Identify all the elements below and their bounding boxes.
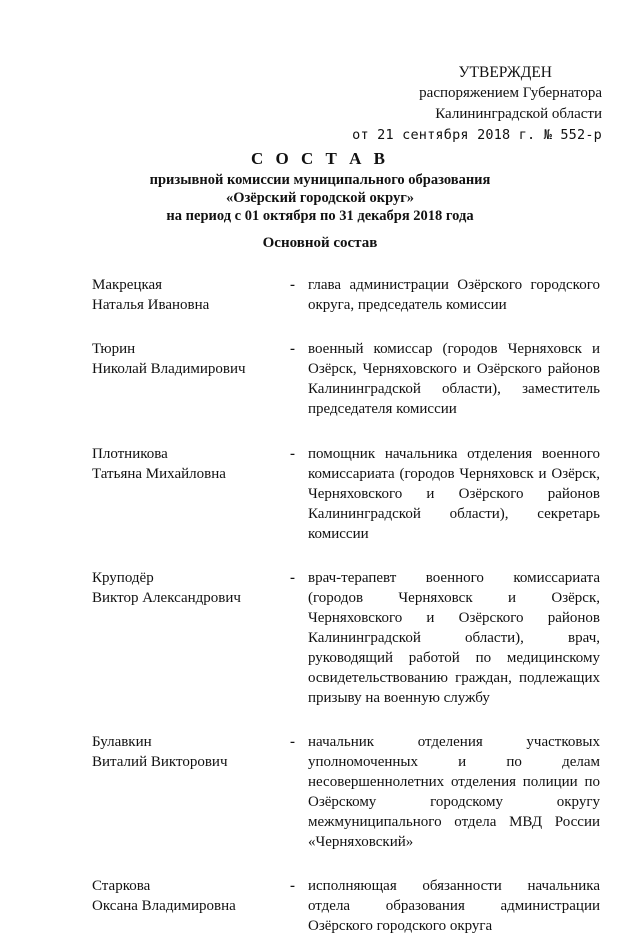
member-surname: Макрецкая bbox=[92, 277, 163, 293]
members-list bbox=[92, 275, 600, 936]
member-role: исполняющая обязанности начальника отдела образования администрации Озёрского городского округа bbox=[308, 878, 600, 934]
document-title-block bbox=[0, 150, 640, 225]
member-name bbox=[92, 339, 290, 379]
member-row bbox=[92, 732, 600, 852]
member-name bbox=[92, 568, 290, 608]
member-surname: Тюрин bbox=[92, 341, 136, 357]
member-row bbox=[92, 275, 600, 315]
order-date: от 21 сентября 2018 г. № 552-р bbox=[352, 127, 602, 143]
member-name bbox=[92, 732, 290, 772]
title-line-2: «Озёрский городской округ» bbox=[225, 190, 415, 206]
member-name bbox=[92, 444, 290, 484]
title-line-1: призывной комиссии муниципального образования bbox=[149, 172, 491, 188]
member-surname: Плотникова bbox=[92, 446, 168, 462]
member-row bbox=[92, 876, 600, 936]
title-line-3: на период с 01 октября по 31 декабря 2018 года bbox=[166, 208, 474, 224]
member-given-name: Оксана Владимировна bbox=[92, 898, 236, 914]
dash-separator: - bbox=[290, 446, 295, 462]
member-surname: Булавкин bbox=[92, 734, 152, 750]
member-given-name: Николай Владимирович bbox=[92, 361, 246, 377]
member-role: помощник начальника отделения военного комиссариата (городов Черняховск и Озёрск, Черняховского и Озёрского районов Калининградской области), секретарь комиссии bbox=[308, 446, 600, 542]
member-surname: Старкова bbox=[92, 878, 151, 894]
dash-separator: - bbox=[290, 570, 295, 586]
member-name bbox=[92, 275, 290, 315]
member-role: глава администрации Озёрского городского округа, председатель комиссии bbox=[308, 277, 600, 313]
approval-issuer-line1: распоряжением Губернатора bbox=[419, 85, 602, 101]
approval-issuer-line2: Калининградской области bbox=[435, 106, 602, 122]
member-name bbox=[92, 876, 290, 916]
dash-separator: - bbox=[290, 277, 295, 293]
dash-separator: - bbox=[290, 341, 295, 357]
member-row bbox=[92, 444, 600, 544]
member-given-name: Виталий Викторович bbox=[92, 754, 228, 770]
member-surname: Круподёр bbox=[92, 570, 154, 586]
member-given-name: Виктор Александрович bbox=[92, 590, 241, 606]
dash-separator: - bbox=[290, 734, 295, 750]
section-heading: Основной состав bbox=[262, 235, 378, 251]
member-given-name: Татьяна Михайловна bbox=[92, 466, 226, 482]
member-role: начальник отделения участковых уполномоченных и по делам несовершеннолетних отделения полиции по Озёрскому городскому округу межмуниципального отдела МВД России «Черняховский» bbox=[308, 734, 600, 850]
member-role: врач-терапевт военного комиссариата (городов Черняховск и Озёрск, Черняховского и Озёрского районов Калининградской области), врач, руководящий работой по медицинскому освидетельствованию граждан, подлежащих призыву на военную службу bbox=[308, 570, 600, 706]
approved-label: УТВЕРЖДЕН bbox=[458, 64, 552, 81]
document-title: С О С Т А В bbox=[251, 149, 389, 168]
member-given-name: Наталья Ивановна bbox=[92, 297, 210, 313]
member-row bbox=[92, 339, 600, 419]
member-role: военный комиссар (городов Черняховск и Озёрск, Черняховского и Озёрского районов Калининградской области), заместитель председателя комиссии bbox=[308, 341, 600, 417]
dash-separator: - bbox=[290, 878, 295, 894]
approval-stamp bbox=[342, 62, 602, 146]
member-row bbox=[92, 568, 600, 708]
